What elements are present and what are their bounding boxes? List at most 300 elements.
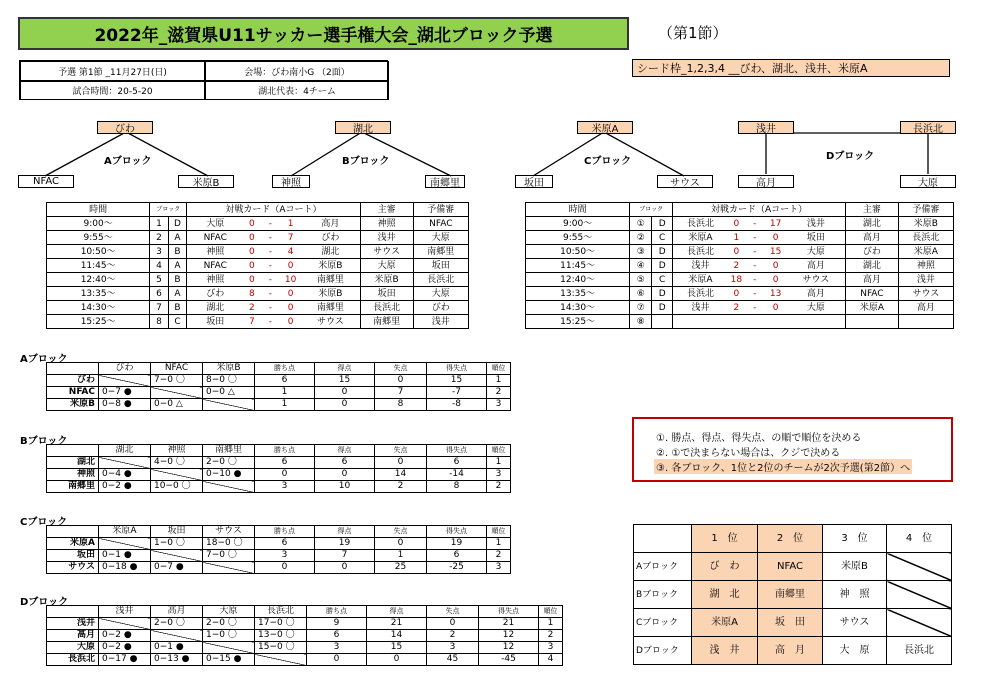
match-number: 2 bbox=[150, 231, 168, 245]
match-number: 7 bbox=[150, 301, 168, 315]
result-cell: 8−0 〇 bbox=[203, 375, 255, 387]
stat-win: 1 bbox=[255, 399, 315, 411]
away-team: 坂田 bbox=[787, 231, 846, 245]
home-team: 長浜北 bbox=[673, 245, 728, 259]
summary-team: 高 月 bbox=[758, 637, 823, 665]
header-card: 対戦カード（Aコート） bbox=[187, 203, 360, 217]
block-row bbox=[47, 481, 511, 493]
away-score: 7 bbox=[280, 231, 301, 245]
summary-row bbox=[634, 609, 952, 637]
summary-team: サウス bbox=[823, 609, 887, 637]
block-row bbox=[47, 387, 511, 399]
match-number: ② bbox=[630, 231, 652, 245]
team-name: 米原B bbox=[47, 399, 99, 411]
away-team: 浅井 bbox=[787, 217, 846, 231]
stat-header-rank: 順位 bbox=[487, 363, 511, 375]
match-number: ① bbox=[630, 217, 652, 231]
header-block: ブロック bbox=[630, 203, 673, 217]
summary-team: 米原A bbox=[692, 609, 758, 637]
home-score: 1 bbox=[728, 231, 745, 245]
stat-gd: -45 bbox=[479, 654, 539, 666]
home-score: 8 bbox=[243, 287, 260, 301]
stat-gf: 0 bbox=[367, 654, 427, 666]
stat-ga: 8 bbox=[375, 399, 427, 411]
away-team: 米原B bbox=[301, 259, 360, 273]
referee: 南郷里 bbox=[360, 315, 413, 329]
self-cell bbox=[151, 550, 203, 562]
block-header-row bbox=[47, 526, 511, 538]
stat-gd: -25 bbox=[427, 562, 487, 574]
stat-header-ga: 失点 bbox=[375, 445, 427, 457]
match-time: 11:45〜 bbox=[526, 259, 630, 273]
match-number: ⑧ bbox=[630, 315, 652, 329]
match-number: 1 bbox=[150, 217, 168, 231]
match-block: C bbox=[652, 231, 673, 245]
home-score: 2 bbox=[728, 301, 745, 315]
sub-referee: 米原B bbox=[898, 217, 953, 231]
stat-gd: 6 bbox=[427, 550, 487, 562]
stat-header-gf: 得点 bbox=[367, 606, 427, 618]
away-score: 0 bbox=[280, 315, 301, 329]
match-block: D bbox=[652, 259, 673, 273]
score-dash: - bbox=[745, 259, 765, 273]
away-score: 0 bbox=[280, 301, 301, 315]
stat-header-gd: 得失点 bbox=[427, 445, 487, 457]
stat-win: 6 bbox=[255, 538, 315, 550]
home-team: 大原 bbox=[187, 217, 244, 231]
stat-ga: 0 bbox=[427, 618, 479, 630]
match-number: ⑤ bbox=[630, 273, 652, 287]
result-cell: 13−0 〇 bbox=[255, 630, 307, 642]
stat-header-rank: 順位 bbox=[487, 526, 511, 538]
summary-team: 大 原 bbox=[823, 637, 887, 665]
result-cell: 0−7 ● bbox=[151, 562, 203, 574]
bracket-b-label: Bブロック bbox=[342, 156, 390, 167]
result-cell: 10−0 〇 bbox=[151, 481, 203, 493]
block-row bbox=[47, 618, 563, 630]
block-a-title: Aブロック bbox=[20, 354, 68, 365]
stat-ga: 0 bbox=[375, 538, 427, 550]
away-team: 米原B bbox=[301, 287, 360, 301]
match-number: ④ bbox=[630, 259, 652, 273]
block-header-row bbox=[47, 363, 511, 375]
referee: 米原A bbox=[846, 301, 899, 315]
result-cell: 1−0 〇 bbox=[203, 630, 255, 642]
team-name: 神照 bbox=[47, 469, 99, 481]
referee: びわ bbox=[846, 245, 899, 259]
bracket-d-top-right: 長浜北 bbox=[900, 121, 956, 134]
info-date: 予選 第1節 _11月27日(日) bbox=[20, 61, 205, 81]
summary-header-row bbox=[634, 525, 952, 553]
home-score: 0 bbox=[728, 217, 745, 231]
schedule-row bbox=[526, 245, 954, 259]
opponent-header: 浅井 bbox=[99, 606, 151, 618]
stat-win: 6 bbox=[307, 630, 367, 642]
stat-gf: 14 bbox=[367, 630, 427, 642]
self-cell bbox=[99, 457, 151, 469]
stat-header-win: 勝ち点 bbox=[255, 445, 315, 457]
block-d-table bbox=[46, 605, 563, 666]
opponent-header: 南郷里 bbox=[203, 445, 255, 457]
away-team: 湖北 bbox=[301, 245, 360, 259]
match-block: C bbox=[168, 315, 186, 329]
summary-row bbox=[634, 581, 952, 609]
result-cell: 0−0 △ bbox=[151, 399, 203, 411]
sub-referee: びわ bbox=[413, 301, 468, 315]
stat-gf: 7 bbox=[315, 550, 375, 562]
stat-gd: 19 bbox=[427, 538, 487, 550]
stat-header-rank: 順位 bbox=[487, 445, 511, 457]
corner-cell bbox=[47, 606, 99, 618]
summary-team bbox=[887, 581, 952, 609]
opponent-header: 神照 bbox=[151, 445, 203, 457]
team-name: 長浜北 bbox=[47, 654, 99, 666]
summary-team: 南郷里 bbox=[758, 581, 823, 609]
summary-team: 浅 井 bbox=[692, 637, 758, 665]
team-name: サウス bbox=[47, 562, 99, 574]
summary-team: び わ bbox=[692, 553, 758, 581]
match-block: D bbox=[652, 287, 673, 301]
match-block: A bbox=[168, 231, 186, 245]
match-time: 14:30〜 bbox=[47, 301, 150, 315]
result-cell: 0−13 ● bbox=[151, 654, 203, 666]
stat-gd: 12 bbox=[479, 642, 539, 654]
match-time: 9:00〜 bbox=[47, 217, 150, 231]
schedule-row bbox=[47, 259, 469, 273]
summary-team: 米原B bbox=[823, 553, 887, 581]
referee: 高月 bbox=[846, 231, 899, 245]
away-team: サウス bbox=[301, 315, 360, 329]
sub-referee: 坂田 bbox=[413, 259, 468, 273]
home-team: 浅井 bbox=[673, 301, 728, 315]
result-cell: 0−4 ● bbox=[99, 469, 151, 481]
score-dash: - bbox=[261, 287, 281, 301]
match-block: A bbox=[168, 287, 186, 301]
summary-row bbox=[634, 637, 952, 665]
schedule-row bbox=[526, 315, 954, 329]
stat-gf: 19 bbox=[315, 538, 375, 550]
self-cell bbox=[203, 481, 255, 493]
opponent-header: 長浜北 bbox=[255, 606, 307, 618]
self-cell bbox=[203, 642, 255, 654]
info-venue: 会場：びわ南小G （2面） bbox=[205, 61, 389, 81]
sub-referee: 南郷里 bbox=[413, 245, 468, 259]
match-number: 3 bbox=[150, 245, 168, 259]
stat-header-ga: 失点 bbox=[427, 606, 479, 618]
schedule-table-left bbox=[46, 202, 469, 329]
opponent-header: 大原 bbox=[203, 606, 255, 618]
referee: 浅井 bbox=[360, 231, 413, 245]
bracket-d-left: 高月 bbox=[738, 175, 794, 188]
away-score: 0 bbox=[765, 259, 787, 273]
schedule-row bbox=[47, 287, 469, 301]
score-dash: - bbox=[261, 217, 281, 231]
away-score: 0 bbox=[765, 231, 787, 245]
result-cell: 0−1 ● bbox=[99, 550, 151, 562]
sub-referee: NFAC bbox=[413, 217, 468, 231]
opponent-header: NFAC bbox=[151, 363, 203, 375]
header-time: 時間 bbox=[526, 203, 630, 217]
match-block: D bbox=[652, 217, 673, 231]
schedule-row bbox=[47, 273, 469, 287]
self-cell bbox=[151, 387, 203, 399]
stat-header-ga: 失点 bbox=[375, 363, 427, 375]
away-score: 0 bbox=[765, 273, 787, 287]
result-cell: 18−0 〇 bbox=[203, 538, 255, 550]
stat-header-ga: 失点 bbox=[375, 526, 427, 538]
score-dash: - bbox=[745, 231, 765, 245]
away-team: 高月 bbox=[301, 217, 360, 231]
summary-corner bbox=[634, 525, 692, 553]
result-cell: 2−0 〇 bbox=[151, 618, 203, 630]
referee bbox=[846, 315, 899, 329]
rank-header: 3 位 bbox=[823, 525, 887, 553]
result-cell: 2−0 〇 bbox=[203, 618, 255, 630]
bracket-a-label: Aブロック bbox=[104, 156, 152, 167]
team-name: 浅井 bbox=[47, 618, 99, 630]
referee: 神照 bbox=[360, 217, 413, 231]
home-team: 湖北 bbox=[187, 301, 244, 315]
match-time: 10:50〜 bbox=[47, 245, 150, 259]
away-score: 13 bbox=[765, 287, 787, 301]
match-time: 10:50〜 bbox=[526, 245, 630, 259]
match-time: 9:00〜 bbox=[526, 217, 630, 231]
home-score: 0 bbox=[243, 217, 260, 231]
result-cell: 0−2 ● bbox=[99, 630, 151, 642]
block-a-table bbox=[46, 362, 511, 411]
summary-team: NFAC bbox=[758, 553, 823, 581]
team-name: 坂田 bbox=[47, 550, 99, 562]
match-block: D bbox=[168, 217, 186, 231]
summary-team bbox=[887, 553, 952, 581]
opponent-header: 坂田 bbox=[151, 526, 203, 538]
header-block: ブロック bbox=[150, 203, 187, 217]
rule-1: ①. 勝点、得点、得失点、の順で順位を決める bbox=[656, 433, 862, 444]
block-row bbox=[47, 457, 511, 469]
referee: 湖北 bbox=[846, 217, 899, 231]
referee: 大原 bbox=[360, 259, 413, 273]
stat-gd: -14 bbox=[427, 469, 487, 481]
stat-rank: 3 bbox=[487, 562, 511, 574]
team-name: 南郷里 bbox=[47, 481, 99, 493]
stat-win: 3 bbox=[307, 642, 367, 654]
stat-rank: 2 bbox=[487, 550, 511, 562]
result-cell: 2−0 〇 bbox=[203, 457, 255, 469]
stat-rank: 3 bbox=[487, 469, 511, 481]
stat-gf: 15 bbox=[367, 642, 427, 654]
summary-block: Dブロック bbox=[634, 637, 692, 665]
block-row bbox=[47, 375, 511, 387]
stat-header-win: 勝ち点 bbox=[307, 606, 367, 618]
away-score: 17 bbox=[765, 217, 787, 231]
match-block: D bbox=[652, 245, 673, 259]
schedule-row bbox=[47, 245, 469, 259]
match-number: 6 bbox=[150, 287, 168, 301]
score-dash: - bbox=[745, 301, 765, 315]
block-b-title: Bブロック bbox=[20, 436, 68, 447]
stat-rank: 1 bbox=[487, 375, 511, 387]
stat-gf: 0 bbox=[315, 399, 375, 411]
stat-gd: 6 bbox=[427, 457, 487, 469]
stat-win: 0 bbox=[255, 469, 315, 481]
sub-referee: 長浜北 bbox=[898, 231, 953, 245]
stat-win: 3 bbox=[255, 550, 315, 562]
home-score: 0 bbox=[728, 245, 745, 259]
block-row bbox=[47, 654, 563, 666]
home-score: 18 bbox=[728, 273, 745, 287]
stat-ga: 45 bbox=[427, 654, 479, 666]
opponent-header: サウス bbox=[203, 526, 255, 538]
home-team: 米原A bbox=[673, 273, 728, 287]
schedule-header bbox=[526, 203, 954, 217]
sub-referee: 浅井 bbox=[413, 315, 468, 329]
bracket-b-left: 神照 bbox=[272, 175, 310, 188]
stat-gf: 0 bbox=[315, 387, 375, 399]
home-team: 神照 bbox=[187, 245, 244, 259]
corner-cell bbox=[47, 363, 99, 375]
home-team: 神照 bbox=[187, 273, 244, 287]
result-cell: 0−0 △ bbox=[203, 387, 255, 399]
away-score bbox=[765, 315, 787, 329]
stat-win: 3 bbox=[255, 481, 315, 493]
result-cell: 0−17 ● bbox=[99, 654, 151, 666]
block-row bbox=[47, 399, 511, 411]
home-team: 坂田 bbox=[187, 315, 244, 329]
home-team: 長浜北 bbox=[673, 217, 728, 231]
info-time: 試合時間：20-5-20 bbox=[20, 81, 205, 100]
match-block: B bbox=[168, 301, 186, 315]
result-cell: 17−0 〇 bbox=[255, 618, 307, 630]
away-team: 大原 bbox=[787, 245, 846, 259]
header-referee: 主審 bbox=[360, 203, 413, 217]
stat-gd: 15 bbox=[427, 375, 487, 387]
sub-referee bbox=[898, 315, 953, 329]
block-c-title: Cブロック bbox=[20, 517, 68, 528]
stat-ga: 0 bbox=[375, 375, 427, 387]
header-sub-referee: 予備審 bbox=[413, 203, 468, 217]
schedule-table-right bbox=[525, 202, 954, 329]
opponent-header: 米原B bbox=[203, 363, 255, 375]
score-dash: - bbox=[261, 273, 281, 287]
schedule-row bbox=[526, 273, 954, 287]
stat-gd: -8 bbox=[427, 399, 487, 411]
home-team: 長浜北 bbox=[673, 287, 728, 301]
team-name: NFAC bbox=[47, 387, 99, 399]
away-score: 10 bbox=[280, 273, 301, 287]
bracket-c-left: 坂田 bbox=[515, 175, 553, 188]
self-cell bbox=[203, 399, 255, 411]
score-dash: - bbox=[261, 301, 281, 315]
result-cell: 4−0 〇 bbox=[151, 457, 203, 469]
home-team: NFAC bbox=[187, 231, 244, 245]
result-cell: 1−0 〇 bbox=[151, 538, 203, 550]
stat-gf: 21 bbox=[367, 618, 427, 630]
stat-rank: 4 bbox=[539, 654, 563, 666]
schedule-row bbox=[47, 301, 469, 315]
home-team: びわ bbox=[187, 287, 244, 301]
referee: サウス bbox=[360, 245, 413, 259]
away-team: サウス bbox=[787, 273, 846, 287]
bracket-b-top: 湖北 bbox=[335, 121, 391, 134]
result-cell: 7−0 〇 bbox=[151, 375, 203, 387]
summary-team: 湖 北 bbox=[692, 581, 758, 609]
away-team: 大原 bbox=[787, 301, 846, 315]
block-row bbox=[47, 562, 511, 574]
summary-team bbox=[887, 609, 952, 637]
corner-cell bbox=[47, 526, 99, 538]
stat-win: 6 bbox=[255, 457, 315, 469]
self-cell bbox=[151, 469, 203, 481]
self-cell bbox=[203, 562, 255, 574]
stat-gd: 12 bbox=[479, 630, 539, 642]
match-time: 11:45〜 bbox=[47, 259, 150, 273]
round-label: （第1節） bbox=[658, 24, 728, 42]
self-cell bbox=[151, 630, 203, 642]
match-block: B bbox=[168, 273, 186, 287]
schedule-row bbox=[526, 217, 954, 231]
rank-header: 2 位 bbox=[758, 525, 823, 553]
stat-gf: 0 bbox=[315, 469, 375, 481]
stat-header-win: 勝ち点 bbox=[255, 363, 315, 375]
referee: 長浜北 bbox=[360, 301, 413, 315]
stat-ga: 0 bbox=[375, 457, 427, 469]
block-header-row bbox=[47, 445, 511, 457]
stat-rank: 2 bbox=[539, 630, 563, 642]
bracket-b-right: 南郷里 bbox=[425, 175, 465, 188]
block-row bbox=[47, 642, 563, 654]
home-team bbox=[673, 315, 728, 329]
away-team bbox=[787, 315, 846, 329]
home-score: 0 bbox=[243, 273, 260, 287]
bracket-c-label: Cブロック bbox=[584, 156, 632, 167]
sub-referee: サウス bbox=[898, 287, 953, 301]
schedule-row bbox=[526, 287, 954, 301]
away-score: 0 bbox=[280, 287, 301, 301]
away-score: 1 bbox=[280, 217, 301, 231]
match-block: C bbox=[652, 273, 673, 287]
stat-header-gf: 得点 bbox=[315, 445, 375, 457]
opponent-header: びわ bbox=[99, 363, 151, 375]
summary-team: 長浜北 bbox=[887, 637, 952, 665]
match-time: 13:35〜 bbox=[526, 287, 630, 301]
result-cell: 0−2 ● bbox=[99, 481, 151, 493]
header-referee: 主審 bbox=[846, 203, 899, 217]
team-name: 高月 bbox=[47, 630, 99, 642]
home-score: 0 bbox=[728, 287, 745, 301]
stat-ga: 7 bbox=[375, 387, 427, 399]
sub-referee: 米原A bbox=[898, 245, 953, 259]
summary-block: Aブロック bbox=[634, 553, 692, 581]
schedule-header bbox=[47, 203, 469, 217]
away-score: 0 bbox=[280, 259, 301, 273]
result-cell: 0−1 ● bbox=[151, 642, 203, 654]
stat-rank: 1 bbox=[487, 538, 511, 550]
corner-cell bbox=[47, 445, 99, 457]
stat-rank: 3 bbox=[539, 642, 563, 654]
stat-ga: 14 bbox=[375, 469, 427, 481]
away-team: 南郷里 bbox=[301, 301, 360, 315]
away-score: 4 bbox=[280, 245, 301, 259]
stat-ga: 2 bbox=[375, 481, 427, 493]
opponent-header: 高月 bbox=[151, 606, 203, 618]
score-dash: - bbox=[261, 259, 281, 273]
summary-row bbox=[634, 553, 952, 581]
stat-header-gf: 得点 bbox=[315, 363, 375, 375]
stat-rank: 1 bbox=[487, 457, 511, 469]
rule-2: ②. ①で決まらない場合は、クジで決める bbox=[656, 448, 841, 459]
stat-header-gd: 得失点 bbox=[479, 606, 539, 618]
sub-referee: 大原 bbox=[413, 287, 468, 301]
